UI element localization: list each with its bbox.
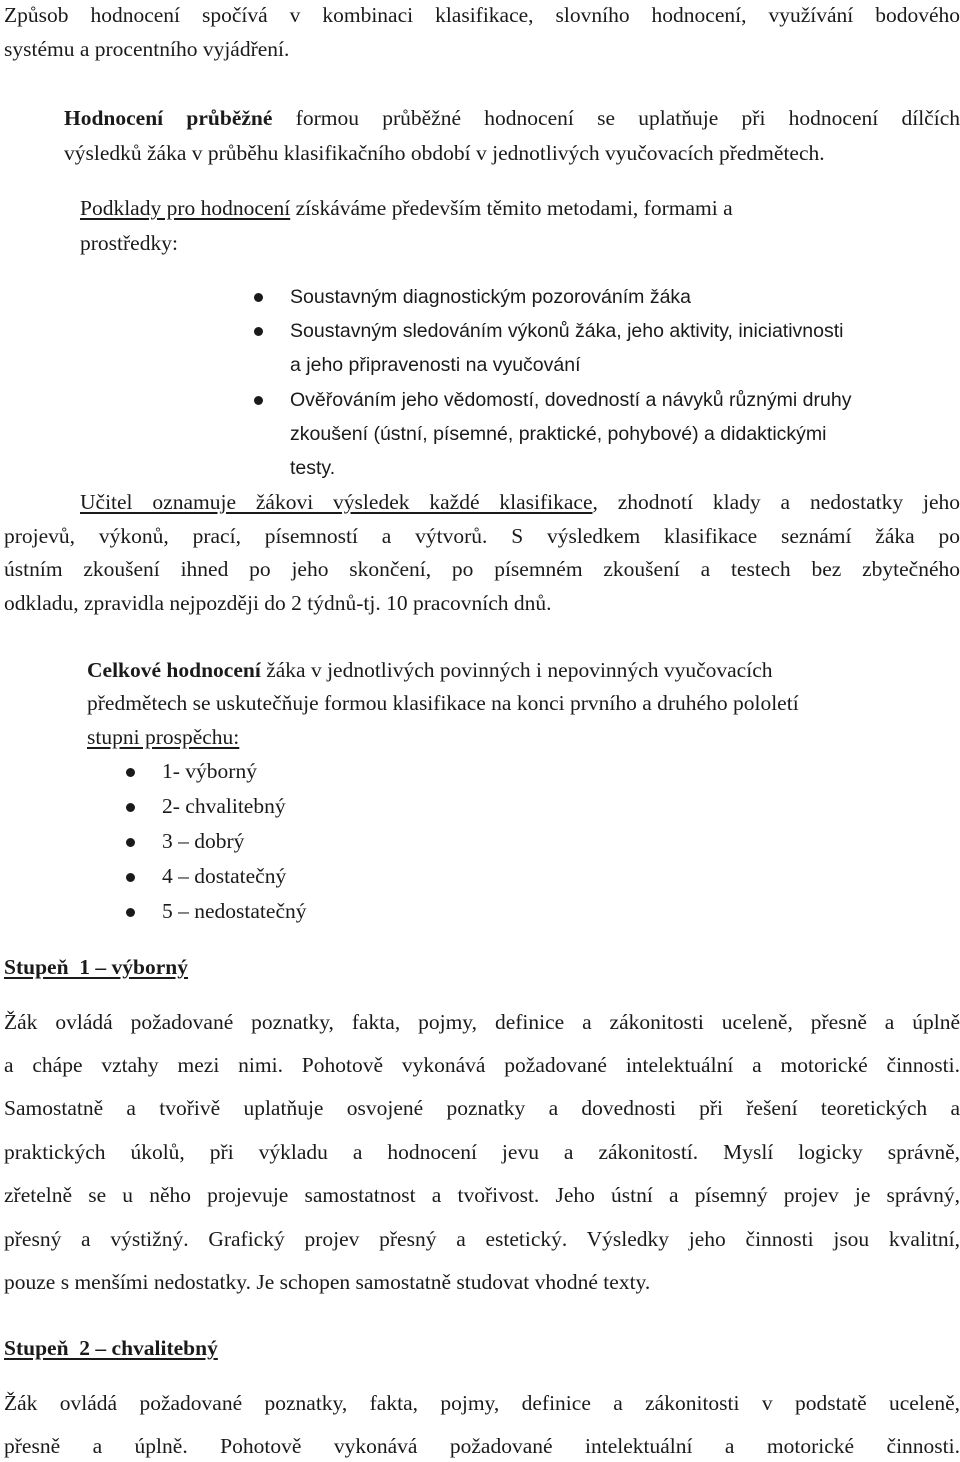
bullet-icon — [126, 768, 135, 777]
stupen1-line-3: Samostatně a tvořivě uplatňuje osvojené poznatky a dovednosti při řešení teoretických a — [4, 1096, 960, 1120]
grade-item-1: 1- výborný — [162, 759, 257, 783]
ucitel-line-3: ústním zkoušení ihned po jeho skončení, po písemném zkoušení a testech bez zbytečného — [4, 557, 960, 581]
grade-item-3: 3 – dobrý — [162, 829, 245, 853]
method-item-3-line-1: Ověřováním jeho vědomostí, dovedností a návyků různými druhy — [290, 389, 852, 411]
intro-line-1: Způsob hodnocení spočívá v kombinaci klasifikace, slovního hodnocení, využívání bodového — [4, 3, 960, 27]
bullet-icon — [126, 838, 135, 847]
stupen1-line-7: pouze s menšími nedostatky. Je schopen samostatně studovat vhodné texty. — [4, 1270, 651, 1294]
grade-item-4: 4 – dostatečný — [162, 864, 287, 888]
celkove-line-1: Celkové hodnocení žáka v jednotlivých povinných i nepovinných vyučovacích — [87, 658, 773, 682]
method-item-1-line-1: Soustavným diagnostickým pozorováním žáka — [290, 286, 692, 308]
stupen1-line-4: praktických úkolů, při výkladu a hodnocení jevu a zákonitostí. Myslí logicky správně, — [4, 1140, 960, 1164]
prubezne-line-2: výsledků žáka v průběhu klasifikačního období v jednotlivých vyučovacích předmětech. — [64, 141, 825, 165]
celkove-line-3: stupni prospěchu: — [87, 725, 240, 749]
stupen1-line-1: Žák ovládá požadované poznatky, fakta, pojmy, definice a zákonitosti uceleně, přesně a úplně — [4, 1010, 960, 1034]
method-item-3-line-3: testy. — [290, 457, 336, 479]
ucitel-line-1: Učitel oznamuje žákovi výsledek každé klasifikace, zhodnotí klady a nedostatky jeho — [80, 490, 960, 514]
bullet-icon — [254, 293, 263, 302]
grade-item-2: 2- chvalitebný — [162, 794, 286, 818]
stupen1-line-5: zřetelně se u něho projevuje samostatnost a tvořivost. Jeho ústní a písemný projev je správný, — [4, 1183, 960, 1207]
ucitel-line-2: projevů, výkonů, prací, písemností a výtvorů. S výsledkem klasifikace seznámí žáka po — [4, 524, 960, 548]
bullet-icon — [126, 803, 135, 812]
stupen1-line-2: a chápe vztahy mezi nimi. Pohotově vykonává požadované intelektuální a motorické činnosti. — [4, 1053, 960, 1077]
celkove-bold-lead: Celkové hodnocení — [87, 658, 261, 682]
stupen2-line-2: přesně a úplně. Pohotově vykonává požadované intelektuální a motorické činnosti. — [4, 1434, 960, 1458]
podklady-line-2: prostředky: — [80, 231, 178, 255]
stupen2-line-1: Žák ovládá požadované poznatky, fakta, pojmy, definice a zákonitosti v podstatě uceleně, — [4, 1391, 960, 1415]
ucitel-line-4: odkladu, zpravidla nejpozději do 2 týdnů-tj. 10 pracovních dnů. — [4, 591, 552, 615]
method-item-2-line-1: Soustavným sledováním výkonů žáka, jeho aktivity, iniciativnosti — [290, 320, 844, 342]
intro-line-2: systému a procentního vyjádření. — [4, 37, 290, 61]
podklady-underlined: Podklady pro hodnocení — [80, 196, 291, 220]
bullet-icon — [254, 396, 263, 405]
stupen1-heading: Stupeň 1 – výborný — [4, 955, 188, 979]
celkove-line-2: předmětech se uskutečňuje formou klasifikace na konci prvního a druhého pololetí — [87, 691, 799, 715]
grade-item-5: 5 – nedostatečný — [162, 899, 307, 923]
podklady-line-1: Podklady pro hodnocení získáváme především těmito metodami, formami a — [80, 196, 733, 220]
stupen2-heading: Stupeň 2 – chvalitebný — [4, 1336, 218, 1360]
prubezne-bold-lead: Hodnocení průběžné — [64, 106, 273, 130]
ucitel-underlined: Učitel oznamuje žákovi výsledek každé klasifikace — [80, 490, 593, 514]
bullet-icon — [126, 873, 135, 882]
bullet-icon — [126, 908, 135, 917]
method-item-2-line-2: a jeho připravenosti na vyučování — [290, 354, 581, 376]
bullet-icon — [254, 327, 263, 336]
method-item-3-line-2: zkoušení (ústní, písemné, praktické, pohybové) a didaktickými — [290, 423, 827, 445]
prubezne-line-1: Hodnocení průběžné formou průběžné hodnocení se uplatňuje při hodnocení dílčích — [64, 106, 960, 130]
stupen1-line-6: přesný a výstižný. Grafický projev přesný a estetický. Výsledky jeho činnosti jsou kvalitní, — [4, 1227, 960, 1251]
